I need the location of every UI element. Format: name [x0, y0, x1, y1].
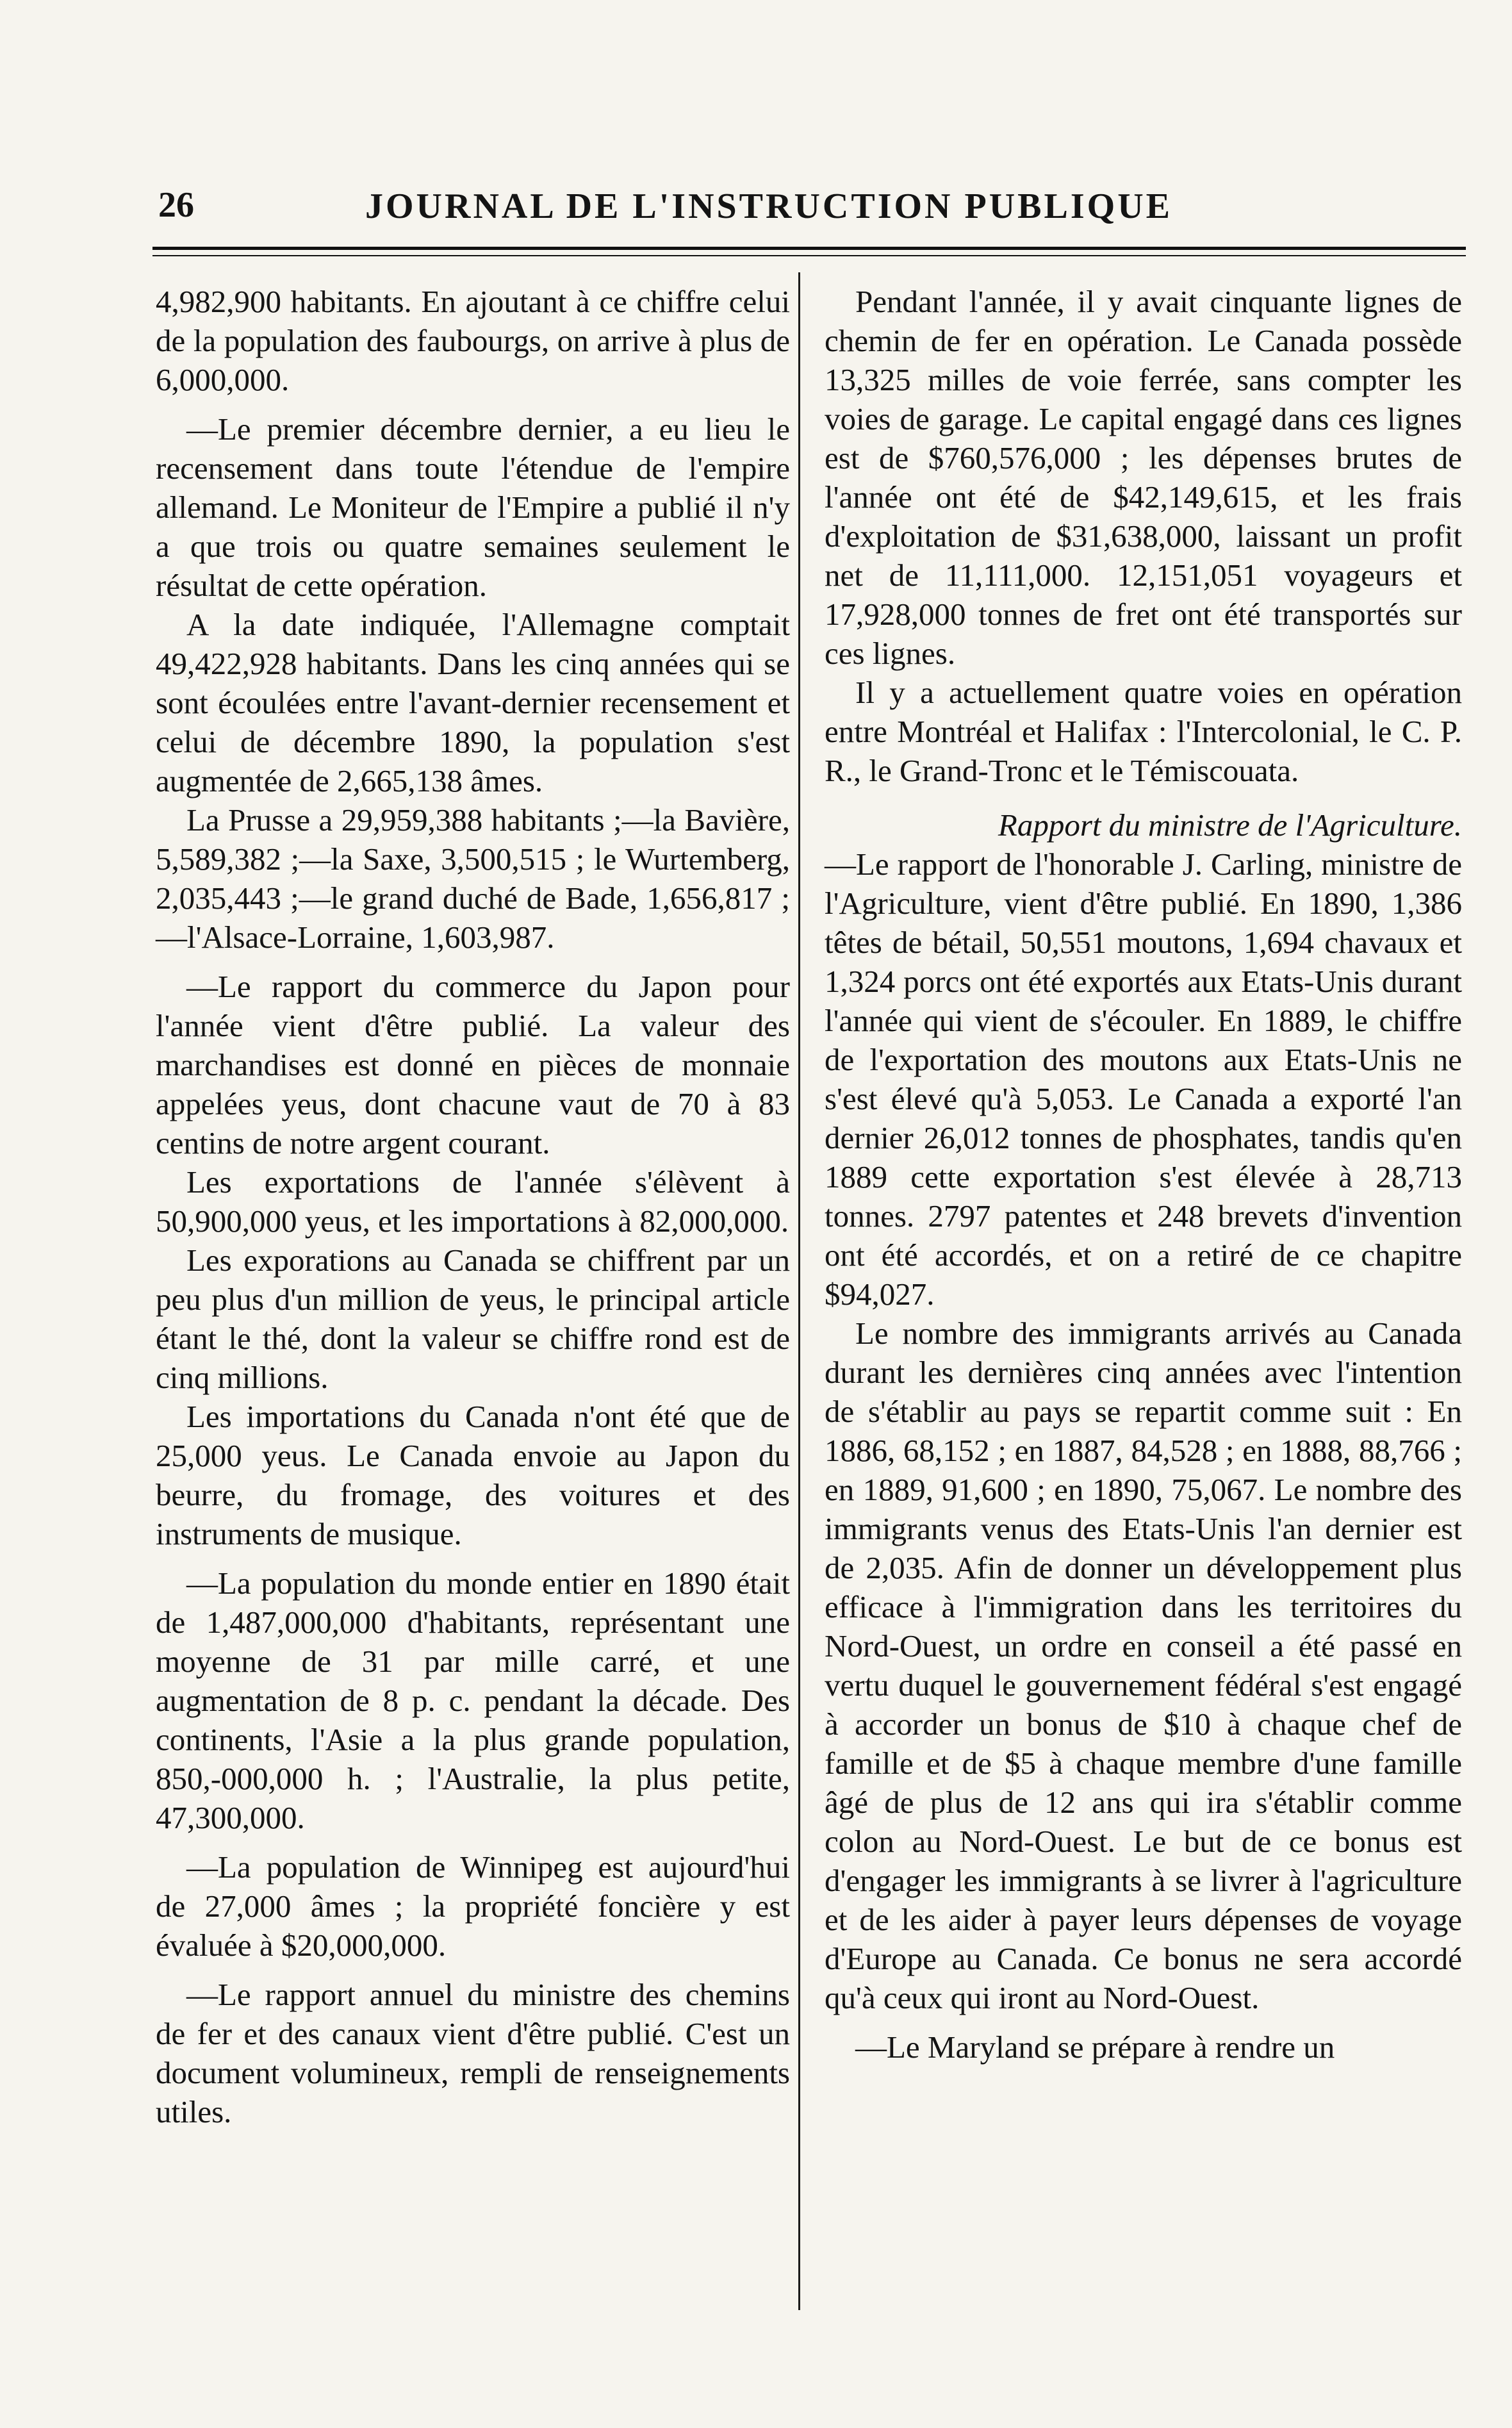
paragraph: —Le premier décembre dernier, a eu lieu le recensement dans toute l'étendue de l'empire allemand. Le Moniteur de l'Empire a publié il n'y a que trois ou quatre semaines seulement le résultat de cette opération. — [156, 411, 790, 603]
paragraph: Il y a actuellement quatre voies en opération entre Montréal et Halifax : l'Intercolonial, le C. P. R., le Grand-Tronc et le Témiscouata. — [825, 675, 1462, 788]
paragraph: —Le rapport du commerce du Japon pour l'année vient d'être publié. La valeur des marchandises est donné en pièces de monnaie appelées yeus, dont chacune vaut de 70 à 83 centins de notre argent courant. — [156, 969, 790, 1160]
page-number: 26 — [158, 185, 194, 225]
paragraph: —La population du monde entier en 1890 était de 1,487,000,000 d'habitants, représentant une moyenne de 31 par mille carré, et une augmentation de 8 p. c. pendant la décade. Des continents, l'Asie a la plus grande population, 850,-000,000 h. ; l'Australie, la plus petite, 47,300,000. — [156, 1565, 790, 1835]
right-column — [825, 282, 1462, 2067]
paragraph: Les exporations au Canada se chiffrent par un peu plus d'un million de yeus, le principal article étant le thé, dont la valeur se chiffre rond est de cinq millions. — [156, 1243, 790, 1395]
page-header — [151, 179, 1387, 237]
paragraph: —Le rapport de l'honorable J. Carling, ministre de l'Agriculture, vient d'être publié. En 1890, 1,386 têtes de bétail, 50,551 moutons, 1,694 chavaux et 1,324 porcs ont été exportés aux Etats-Unis durant l'année qui vient de s'écouler. En 1889, le chiffre de l'exportation des moutons aux Etats-Unis ne s'est élevé qu'à 5,053. Le Canada a exporté l'an dernier 26,012 tonnes de phosphates, tandis qu'en 1889 cette exportation s'est élevée à 28,713 tonnes. 2797 patentes et 248 brevets d'invention ont été accordés, et on a retiré de ce chapitre $94,027. — [825, 846, 1462, 1312]
paragraph: 4,982,900 habitants. En ajoutant à ce chiffre celui de la population des faubourgs, on arrive à plus de 6,000,000. — [156, 284, 790, 397]
column-divider — [798, 272, 800, 2310]
header-rule-thick — [152, 247, 1466, 250]
paragraph: Les importations du Canada n'ont été que de 25,000 yeus. Le Canada envoie au Japon du beurre, du fromage, des voitures et des instruments de musique. — [156, 1399, 790, 1551]
paragraph: Les exportations de l'année s'élèvent à 50,900,000 yeus, et les importations à 82,000,000. — [156, 1164, 790, 1239]
paragraph: Pendant l'année, il y avait cinquante lignes de chemin de fer en opération. Le Canada possède 13,325 milles de voie ferrée, sans compter les voies de garage. Le capital engagé dans ces lignes est de $760,576,000 ; les dépenses brutes de l'année ont été de $42,149,615, et les frais d'exploitation de $31,638,000, laissant un profit net de 11,111,000. 12,151,051 voyageurs et 17,928,000 tonnes de fret ont été transportés sur ces lignes. — [825, 284, 1462, 671]
paragraph: —La population de Winnipeg est aujourd'hui de 27,000 âmes ; la propriété foncière y est évaluée à $20,000,000. — [156, 1849, 790, 1963]
running-title: JOURNAL DE L'INSTRUCTION PUBLIQUE — [365, 186, 1172, 226]
left-column — [156, 282, 790, 2131]
section-heading: Rapport du ministre de l'Agriculture. — [998, 807, 1462, 843]
paragraph: —Le rapport annuel du ministre des chemins de fer et des canaux vient d'être publié. C'est un document volumineux, rempli de renseignements utiles. — [156, 1977, 790, 2129]
header-rule-thin — [152, 255, 1466, 256]
paragraph: —Le Maryland se prépare à rendre un — [855, 2029, 1335, 2065]
paragraph: Le nombre des immigrants arrivés au Canada durant les dernières cinq années avec l'intention de s'établir au pays se repartit comme suit : En 1886, 68,152 ; en 1887, 84,528 ; en 1888, 88,766 ; en 1889, 91,600 ; en 1890, 75,067. Le nombre des immigrants venus des Etats-Unis l'an dernier est de 2,035. Afin de donner un développement plus efficace à l'immigration dans les territoires du Nord-Ouest, un ordre en conseil a été passé en vertu duquel le gouvernement fédéral s'est engagé à accorder un bonus de $10 à chaque chef de famille et de $5 à chaque membre d'une famille âgé de plus de 12 ans qui ira s'établir comme colon au Nord-Ouest. Le but de ce bonus est d'engager les immigrants à se livrer à l'agriculture et de les aider à payer leurs dépenses de voyage d'Europe au Canada. Ce bonus ne sera accordé qu'à ceux qui iront au Nord-Ouest. — [825, 1316, 1462, 2015]
paragraph: La Prusse a 29,959,388 habitants ;—la Bavière, 5,589,382 ;—la Saxe, 3,500,515 ; le Wurtemberg, 2,035,443 ;—le grand duché de Bade, 1,656,817 ;—l'Alsace-Lorraine, 1,603,987. — [156, 802, 790, 955]
paragraph: A la date indiquée, l'Allemagne comptait 49,422,928 habitants. Dans les cinq années qui se sont écoulées entre l'avant-dernier recensement et celui de décembre 1890, la population s'est augmentée de 2,665,138 âmes. — [156, 607, 790, 798]
